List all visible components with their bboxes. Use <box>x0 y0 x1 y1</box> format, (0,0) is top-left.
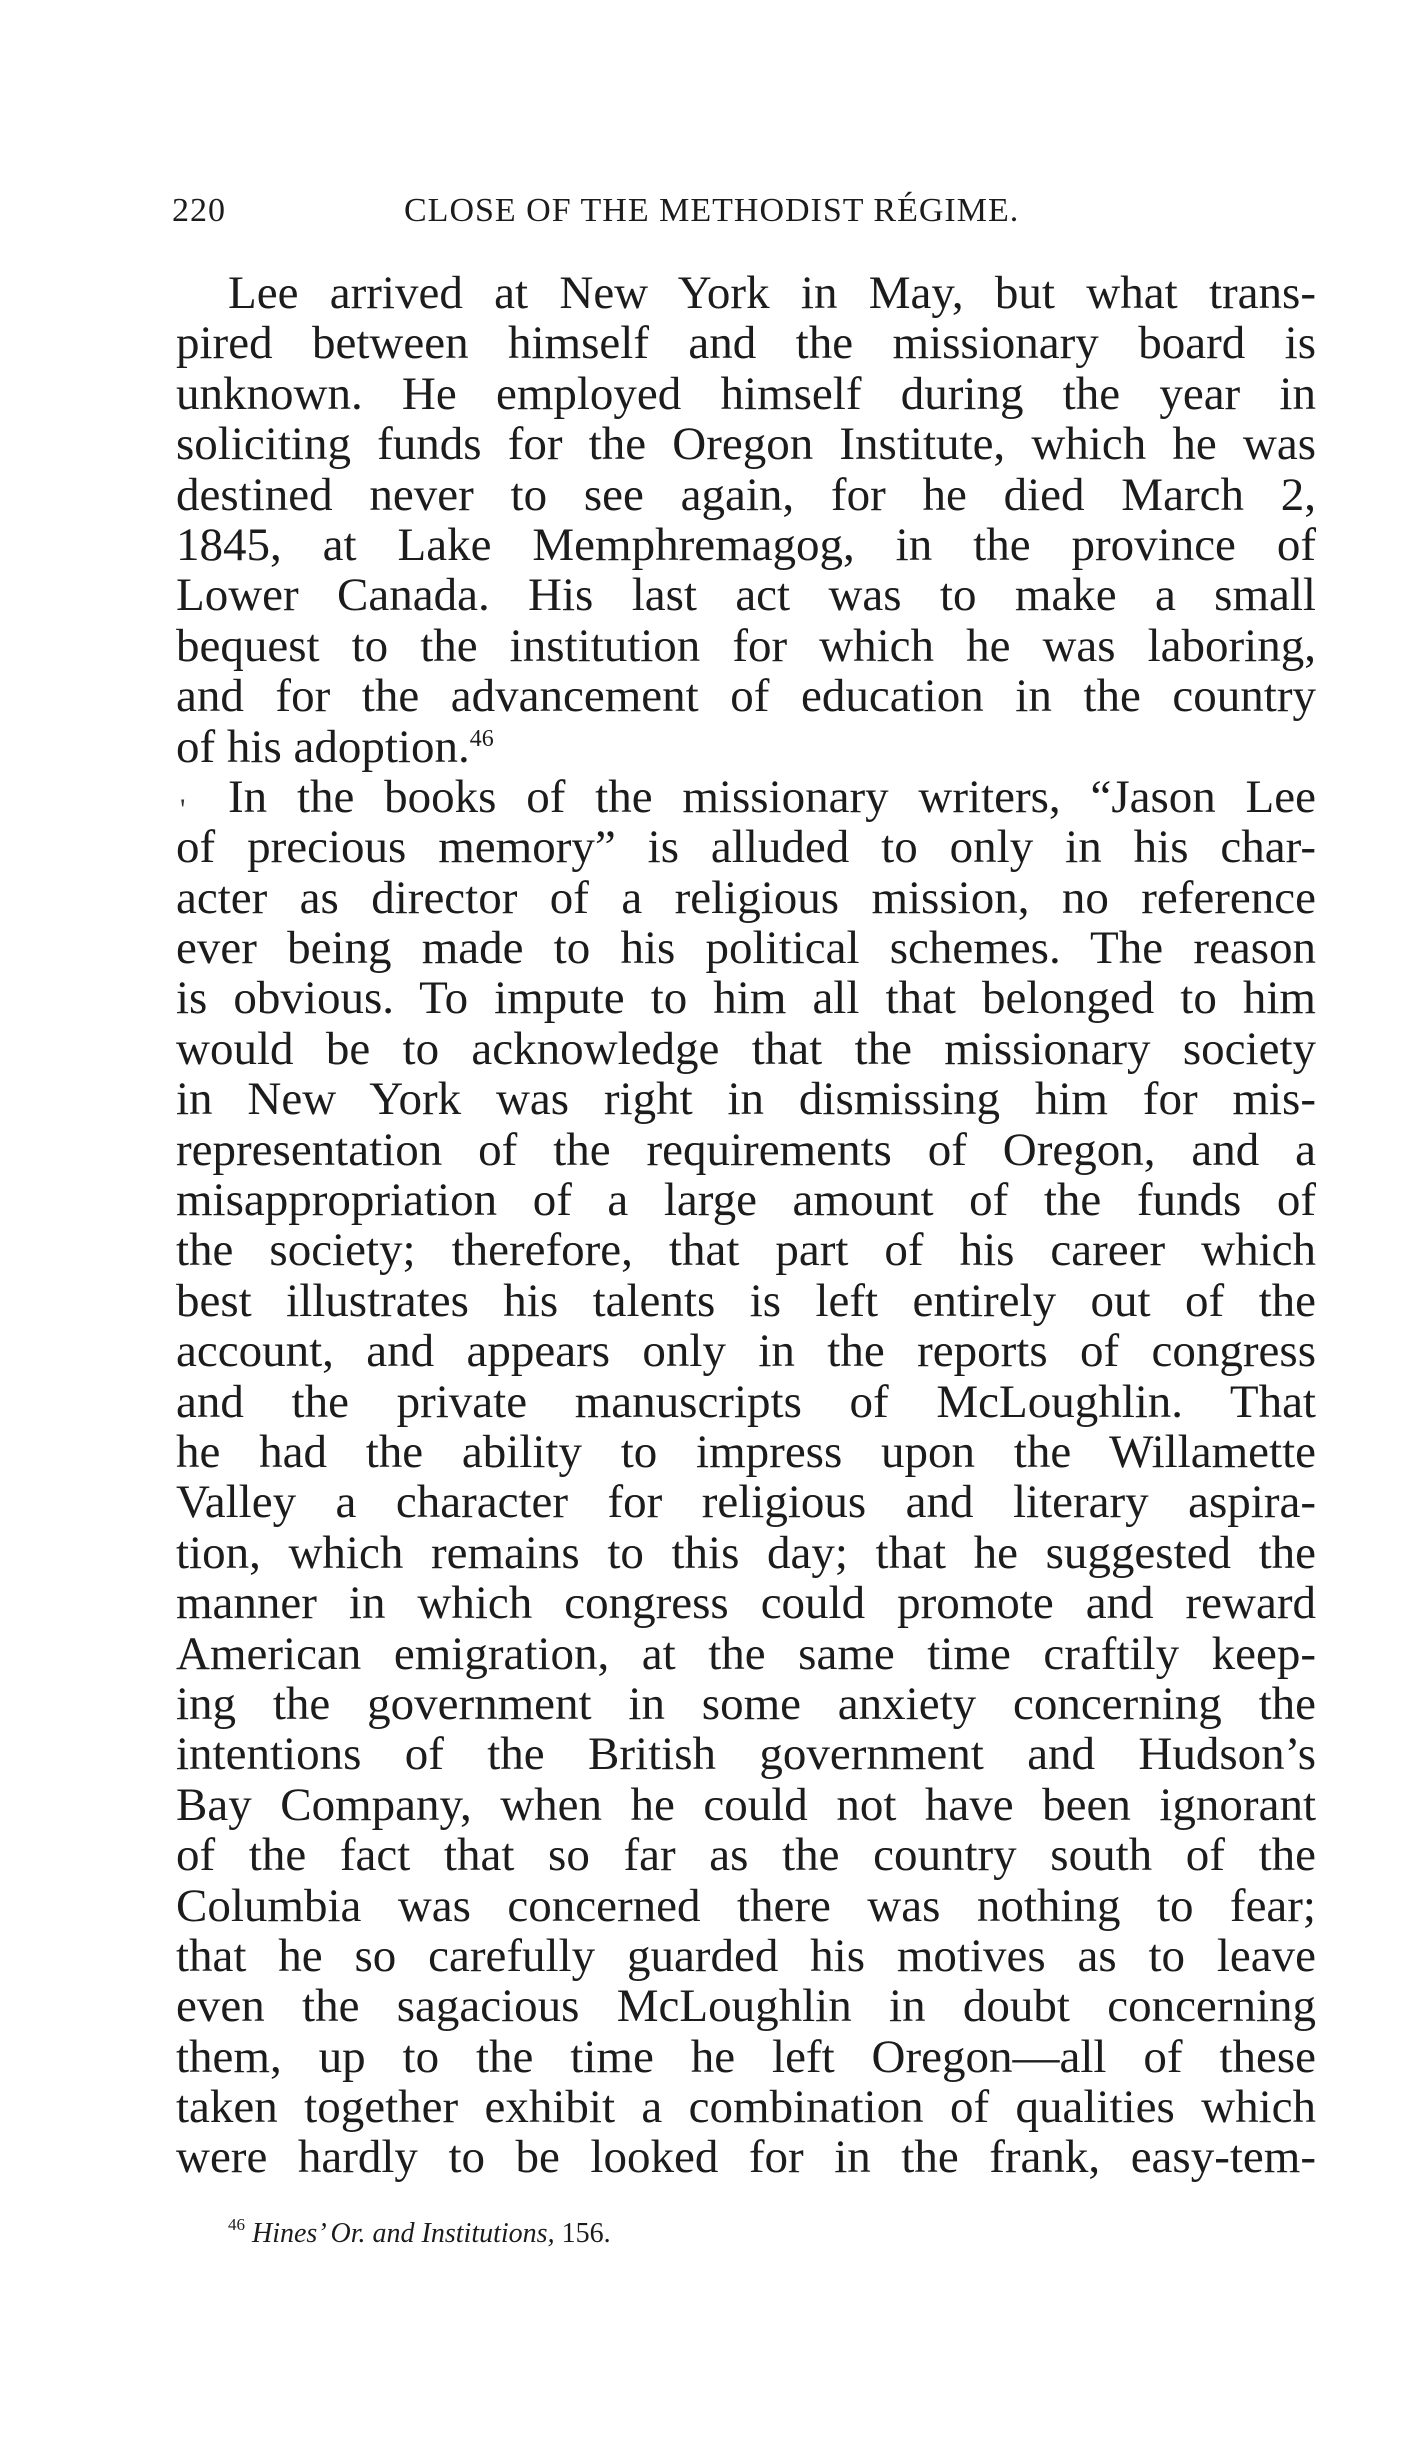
page-number: 220 <box>172 192 226 229</box>
text-line: Bay Company, when he could not have been ignorant <box>176 1779 1316 1831</box>
text-line-last <box>176 722 1316 772</box>
text-line: he had the ability to impress upon the Willamette <box>176 1426 1316 1478</box>
footnote-source-title: Hines’ Or. and Institutions, <box>252 2218 555 2249</box>
text-line: Lee arrived at New York in May, but what trans- <box>228 268 1316 319</box>
text-line: representation of the requirements of Oregon, and a <box>176 1124 1316 1176</box>
footnote <box>228 2215 611 2250</box>
text-line: were hardly to be looked for in the frank, easy-tem- <box>176 2132 1316 2183</box>
paragraph-1 <box>176 268 1316 772</box>
footnote-page: 156. <box>561 2218 611 2249</box>
text-line: ever being made to his political schemes. The reason <box>176 923 1316 974</box>
text-line: even the sagacious McLoughlin in doubt concerning <box>176 1981 1316 2032</box>
text-line: intentions of the British government and Hudson’s <box>176 1729 1316 1780</box>
text-line: manner in which congress could promote and reward <box>176 1578 1316 1629</box>
text-line: 1845, at Lake Memphremagog, in the province of <box>176 519 1316 571</box>
text-line: Lower Canada. His last act was to make a small <box>176 570 1316 621</box>
text-line: tion, which remains to this day; that he suggested the <box>176 1527 1316 1579</box>
page-header <box>172 192 1078 238</box>
text-line: acter as director of a religious mission, no reference <box>176 872 1316 924</box>
text-line: destined never to see again, for he died March 2, <box>176 469 1316 520</box>
footnote-number: 46 <box>228 2215 245 2234</box>
text-line: best illustrates his talents is left entirely out of the <box>176 1275 1316 1327</box>
paragraph-2 <box>176 772 1316 2183</box>
text-line: Valley a character for religious and literary aspira- <box>176 1477 1316 1528</box>
text-line: ing the government in some anxiety concerning the <box>176 1678 1316 1730</box>
text-line: misappropriation of a large amount of the funds of <box>176 1175 1316 1226</box>
text-line: Columbia was concerned there was nothing to fear; <box>176 1880 1316 1931</box>
text-line: them, up to the time he left Oregon—all of these <box>176 2031 1316 2083</box>
text-line: American emigration, at the same time craftily keep- <box>176 1628 1316 1679</box>
text-line: the society; therefore, that part of his career which <box>176 1225 1316 1276</box>
text-line: in New York was right in dismissing him for mis- <box>176 1074 1316 1125</box>
text-line: that he so carefully guarded his motives as to leave <box>176 1930 1316 1982</box>
last-line-text: of his adoption. <box>176 720 470 773</box>
text-line: of precious memory” is alluded to only in his char- <box>176 822 1316 873</box>
text-line: soliciting funds for the Oregon Institute, which he was <box>176 419 1316 470</box>
text-line: taken together exhibit a combination of qualities which <box>176 2082 1316 2133</box>
text-line: would be to acknowledge that the missionary society <box>176 1023 1316 1075</box>
text-line: unknown. He employed himself during the year in <box>176 368 1316 420</box>
text-line: pired between himself and the missionary board is <box>176 318 1316 369</box>
text-line: In the books of the missionary writers, “Jason Lee <box>228 771 1316 823</box>
text-line: and the private manuscripts of McLoughlin. That <box>176 1376 1316 1427</box>
text-line: of the fact that so far as the country south of the <box>176 1830 1316 1881</box>
text-line: and for the advancement of education in the country <box>176 671 1316 722</box>
stray-mark: ' <box>180 793 186 826</box>
footnote-reference[interactable]: 46 <box>469 725 494 752</box>
text-line: bequest to the institution for which he was laboring, <box>176 620 1316 672</box>
text-line: is obvious. To impute to him all that belonged to him <box>176 973 1316 1024</box>
text-line: account, and appears only in the reports of congress <box>176 1326 1316 1377</box>
body-text <box>176 268 1316 2183</box>
running-head: CLOSE OF THE METHODIST RÉGIME. <box>404 192 1020 229</box>
